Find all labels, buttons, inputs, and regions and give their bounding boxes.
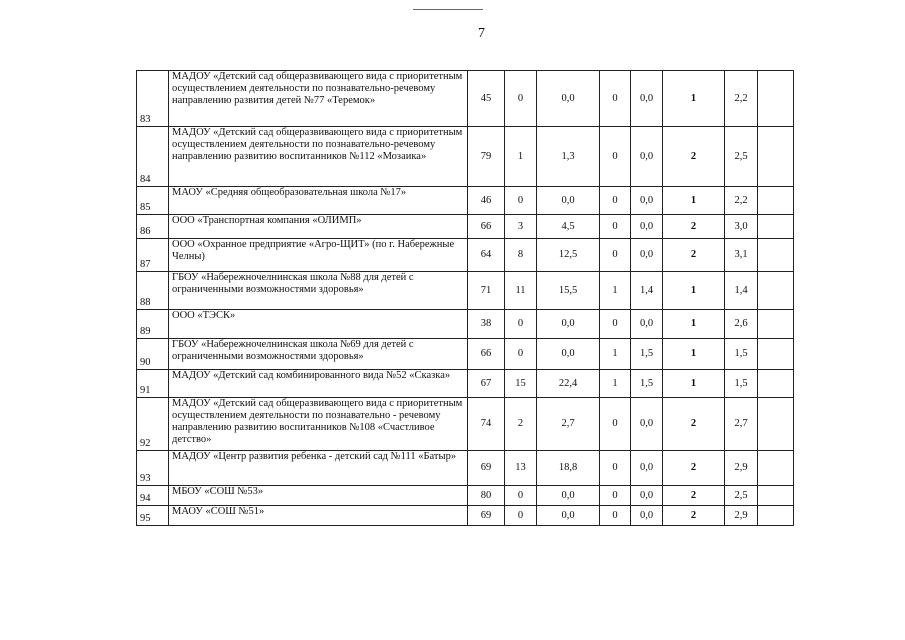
row-number: 91	[137, 370, 169, 398]
value-col-2: 1	[505, 127, 537, 187]
table-row	[137, 506, 794, 526]
value-col-7: 3,0	[725, 215, 758, 239]
row-number: 87	[137, 239, 169, 272]
row-number: 86	[137, 215, 169, 239]
row-number: 88	[137, 272, 169, 310]
row-number: 90	[137, 339, 169, 370]
value-col-1: 38	[468, 310, 505, 339]
row-number: 92	[137, 398, 169, 451]
value-col-8	[758, 310, 794, 339]
value-col-6: 1	[663, 339, 725, 370]
value-col-2: 13	[505, 451, 537, 486]
value-col-2: 0	[505, 486, 537, 506]
value-col-6: 2	[663, 506, 725, 526]
value-col-2: 11	[505, 272, 537, 310]
value-col-7: 2,2	[725, 187, 758, 215]
value-col-5: 0,0	[631, 310, 663, 339]
value-col-5: 0,0	[631, 451, 663, 486]
organization-name: ООО «Охранное предприятие «Агро-ЩИТ» (по г. Набережные Челны)	[169, 239, 468, 272]
value-col-6: 2	[663, 398, 725, 451]
row-number: 85	[137, 187, 169, 215]
value-col-1: 67	[468, 370, 505, 398]
organization-name: МАОУ «СОШ №51»	[169, 506, 468, 526]
value-col-5: 0,0	[631, 127, 663, 187]
table-row	[137, 239, 794, 272]
value-col-2: 0	[505, 506, 537, 526]
value-col-4: 0	[600, 215, 631, 239]
value-col-3: 2,7	[537, 398, 600, 451]
value-col-4: 1	[600, 272, 631, 310]
value-col-5: 0,0	[631, 71, 663, 127]
organization-name: МАДОУ «Детский сад общеразвивающего вида с приоритетным осуществлением деятельности по познавательно-речевому направлению развития детей №77 «Теремок»	[169, 71, 468, 127]
organization-name: ГБОУ «Набережночелнинская школа №88 для детей с ограниченными возможностями здоровья»	[169, 272, 468, 310]
value-col-1: 79	[468, 127, 505, 187]
top-rule	[413, 9, 483, 10]
value-col-4: 1	[600, 370, 631, 398]
table-row	[137, 71, 794, 127]
value-col-8	[758, 339, 794, 370]
value-col-3: 15,5	[537, 272, 600, 310]
table-row	[137, 272, 794, 310]
page-number: 7	[478, 26, 485, 41]
data-table	[136, 70, 794, 526]
value-col-2: 0	[505, 71, 537, 127]
value-col-4: 0	[600, 398, 631, 451]
value-col-8	[758, 398, 794, 451]
table-row	[137, 451, 794, 486]
value-col-7: 2,9	[725, 506, 758, 526]
value-col-8	[758, 187, 794, 215]
value-col-4: 0	[600, 187, 631, 215]
value-col-6: 1	[663, 187, 725, 215]
value-col-7: 2,6	[725, 310, 758, 339]
value-col-5: 0,0	[631, 486, 663, 506]
row-number: 83	[137, 71, 169, 127]
value-col-1: 69	[468, 451, 505, 486]
value-col-5: 0,0	[631, 239, 663, 272]
value-col-4: 0	[600, 127, 631, 187]
value-col-6: 1	[663, 272, 725, 310]
value-col-7: 2,7	[725, 398, 758, 451]
table-row	[137, 187, 794, 215]
row-number: 89	[137, 310, 169, 339]
value-col-3: 18,8	[537, 451, 600, 486]
value-col-7: 3,1	[725, 239, 758, 272]
value-col-5: 0,0	[631, 506, 663, 526]
value-col-6: 1	[663, 71, 725, 127]
value-col-1: 64	[468, 239, 505, 272]
value-col-7: 1,5	[725, 339, 758, 370]
value-col-2: 0	[505, 187, 537, 215]
organization-name: МАДОУ «Центр развития ребенка - детский сад №111 «Батыр»	[169, 451, 468, 486]
value-col-5: 1,5	[631, 339, 663, 370]
table-row	[137, 339, 794, 370]
table-row	[137, 398, 794, 451]
value-col-4: 1	[600, 339, 631, 370]
table-row	[137, 215, 794, 239]
value-col-2: 8	[505, 239, 537, 272]
organization-name: ГБОУ «Набережночелнинская школа №69 для детей с ограниченными возможностями здоровья»	[169, 339, 468, 370]
value-col-2: 2	[505, 398, 537, 451]
value-col-5: 0,0	[631, 187, 663, 215]
row-number: 93	[137, 451, 169, 486]
value-col-3: 0,0	[537, 71, 600, 127]
value-col-8	[758, 451, 794, 486]
row-number: 84	[137, 127, 169, 187]
value-col-4: 0	[600, 310, 631, 339]
value-col-2: 3	[505, 215, 537, 239]
value-col-7: 1,5	[725, 370, 758, 398]
table-row	[137, 486, 794, 506]
value-col-3: 12,5	[537, 239, 600, 272]
row-number: 94	[137, 486, 169, 506]
value-col-5: 1,5	[631, 370, 663, 398]
organization-name: ООО «ТЭСК»	[169, 310, 468, 339]
value-col-8	[758, 239, 794, 272]
value-col-6: 1	[663, 370, 725, 398]
value-col-5: 1,4	[631, 272, 663, 310]
value-col-1: 80	[468, 486, 505, 506]
value-col-7: 2,9	[725, 451, 758, 486]
value-col-1: 74	[468, 398, 505, 451]
value-col-3: 0,0	[537, 486, 600, 506]
organization-name: МАОУ «Средняя общеобразовательная школа №17»	[169, 187, 468, 215]
value-col-4: 0	[600, 506, 631, 526]
value-col-6: 2	[663, 486, 725, 506]
value-col-8	[758, 127, 794, 187]
organization-name: ООО «Транспортная компания «ОЛИМП»	[169, 215, 468, 239]
value-col-3: 0,0	[537, 506, 600, 526]
value-col-4: 0	[600, 451, 631, 486]
row-number: 95	[137, 506, 169, 526]
organization-name: МБОУ «СОШ №53»	[169, 486, 468, 506]
value-col-7: 2,2	[725, 71, 758, 127]
value-col-2: 0	[505, 310, 537, 339]
value-col-4: 0	[600, 239, 631, 272]
value-col-3: 0,0	[537, 187, 600, 215]
value-col-7: 2,5	[725, 486, 758, 506]
value-col-3: 22,4	[537, 370, 600, 398]
value-col-1: 45	[468, 71, 505, 127]
value-col-7: 2,5	[725, 127, 758, 187]
table-row	[137, 310, 794, 339]
table-body	[137, 71, 794, 526]
value-col-8	[758, 71, 794, 127]
value-col-1: 69	[468, 506, 505, 526]
value-col-8	[758, 486, 794, 506]
value-col-4: 0	[600, 71, 631, 127]
value-col-1: 66	[468, 339, 505, 370]
value-col-6: 2	[663, 239, 725, 272]
value-col-6: 1	[663, 310, 725, 339]
value-col-3: 0,0	[537, 310, 600, 339]
value-col-8	[758, 272, 794, 310]
value-col-6: 2	[663, 215, 725, 239]
value-col-1: 66	[468, 215, 505, 239]
value-col-2: 0	[505, 339, 537, 370]
value-col-7: 1,4	[725, 272, 758, 310]
value-col-8	[758, 370, 794, 398]
value-col-2: 15	[505, 370, 537, 398]
value-col-1: 71	[468, 272, 505, 310]
organization-name: МАДОУ «Детский сад общеразвивающего вида с приоритетным осуществлением деятельности по познавательно - речевому направлению развитию воспитанников №108 «Счастливое детство»	[169, 398, 468, 451]
value-col-1: 46	[468, 187, 505, 215]
value-col-3: 0,0	[537, 339, 600, 370]
table-row	[137, 370, 794, 398]
value-col-8	[758, 215, 794, 239]
value-col-4: 0	[600, 486, 631, 506]
value-col-3: 4,5	[537, 215, 600, 239]
value-col-6: 2	[663, 127, 725, 187]
value-col-5: 0,0	[631, 215, 663, 239]
organization-name: МАДОУ «Детский сад общеразвивающего вида с приоритетным осуществлением деятельности по познавательно-речевому направлению развитию воспитанников №112 «Мозаика»	[169, 127, 468, 187]
table-row	[137, 127, 794, 187]
organization-name: МАДОУ «Детский сад комбинированного вида №52 «Сказка»	[169, 370, 468, 398]
value-col-8	[758, 506, 794, 526]
value-col-5: 0,0	[631, 398, 663, 451]
value-col-6: 2	[663, 451, 725, 486]
value-col-3: 1,3	[537, 127, 600, 187]
